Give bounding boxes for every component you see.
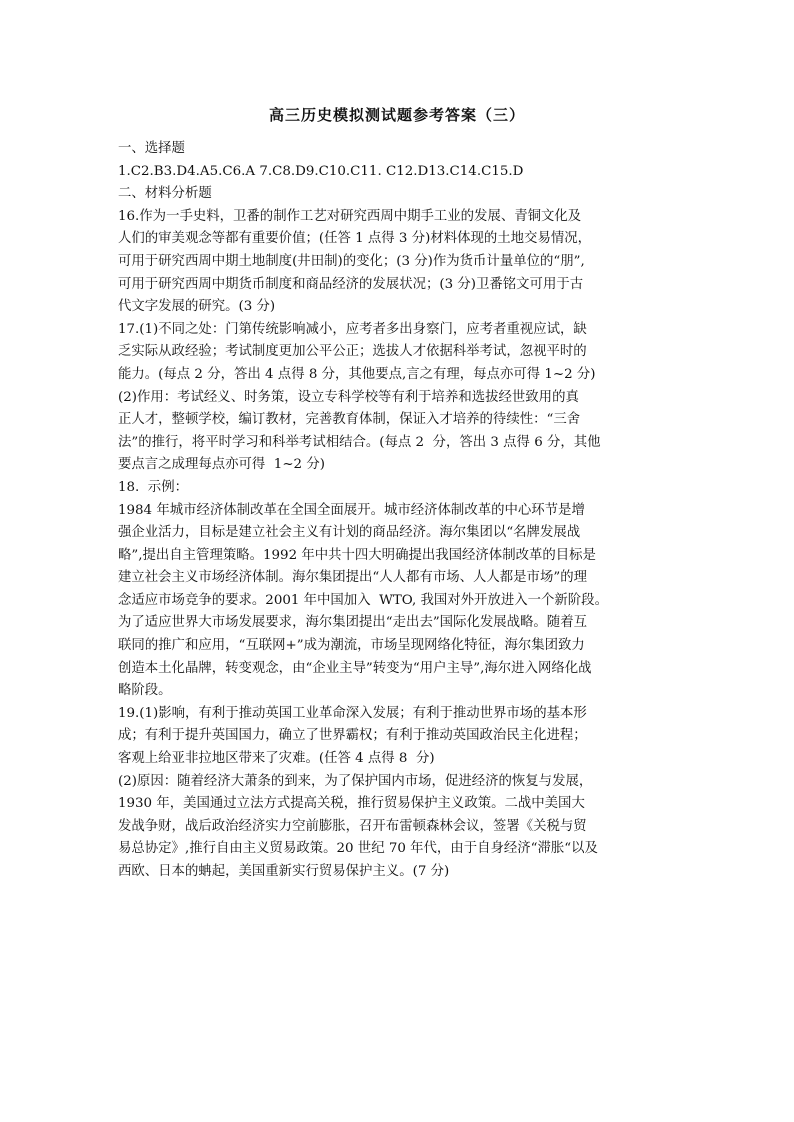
text-line: 略阶段。	[118, 683, 172, 699]
text-line: (2)作用：考试经义、时务策，设立专科学校等有利于培养和选拔经世致用的真	[118, 389, 579, 405]
choice-answers: 1.C2.B3.D4.A5.C6.A 7.C8.D9.C10.C11. C12.D13.C14.C15.D	[118, 163, 524, 179]
answer-body	[118, 138, 683, 884]
text-line: 为了适应世界大市场发展要求，海尔集团提出“走出去”国际化发展战略。随着互	[118, 615, 587, 631]
text-line: 18. 示例：	[118, 479, 188, 495]
text-line: 16.作为一手史料，卫番的制作工艺对研究西周中期手工业的发展、青铜文化及	[118, 208, 582, 224]
text-line: 法”的推行，将平时学习和科举考试相结合。(每点 2 分，答出 3 点得 6 分，其他	[118, 434, 601, 450]
text-line: 念适应市场竞争的要求。2001 年中国加入 WTO, 我国对外开放进入一个新阶段。	[118, 592, 608, 608]
text-line: 正人才，整顿学校，编订教材，完善教育体制，保证入才培养的待续性：“三舍	[118, 412, 581, 428]
text-line: 发战争财，战后政治经济实力空前膨胀，召开布雷顿森林会议，签署《关税与贸	[118, 818, 587, 834]
text-line: 西欧、日本的蚺起，美国重新实行贸易保护主义。(7 分)	[118, 864, 450, 879]
text-line: 略”,提出自主管理策略。1992 年中共十四大明确提出我国经济体制改革的目标是	[118, 547, 596, 563]
text-line: 1930 年，美国通过立法方式提高关税，推行贸易保护主义政策。二战中美国大	[118, 796, 585, 812]
text-line: 要点言之成理每点亦可得 1~2 分)	[118, 457, 325, 473]
text-line: 17.(1)不同之处：门第传统影响减小，应考者多出身察门，应考者重视应试，缺	[118, 321, 587, 337]
text-line: 建立社会主义市场经济体制。海尔集团提出“人人都有市场、人人都是市场”的理	[118, 570, 587, 586]
text-line: 客观上给亚非拉地区带来了灾难。(任答 4 点得 8 分)	[118, 751, 435, 767]
text-line: 代文字发展的研究。(3 分)	[118, 299, 276, 315]
page-title: 高三历史模拟测试题参考答案（三）	[268, 106, 525, 124]
text-line: 能力。(每点 2 分，答出 4 点得 8 分，其他要点,言之有理，每点亦可得 1~2 分)	[118, 366, 596, 382]
text-line: 可用于研究西周中期货币制度和商品经济的发展状况；(3 分)卫番铭文可用于古	[118, 276, 584, 292]
text-line: 联同的推广和应用，“互联网+”成为潮流，市场呈现网络化特征，海尔集团致力	[118, 638, 585, 654]
section-heading-material: 二、材料分析题	[118, 186, 212, 202]
section-heading-choice: 一、选择题	[118, 141, 185, 156]
text-line: 人们的审美观念等都有重要价值；(任答 1 点得 3 分)材料体现的土地交易情况，	[118, 231, 592, 247]
text-line: 1984 年城市经济体制改革在全国全面展开。城市经济体制改革的中心环节是增	[118, 502, 585, 518]
text-line: 强企业活力，目标是建立社会主义有计划的商品经济。海尔集团以“名牌发展战	[118, 525, 581, 541]
text-line: 可用于研究西周中期土地制度(井田制)的变化；(3 分)作为货币计量单位的“朋”,	[118, 253, 585, 269]
text-line: 成；有利于提升英国国力，确立了世界霸权；有利于推动英国政治民主化进程；	[118, 728, 587, 744]
text-line: 乏实际从政经验；考试制度更加公平公正；选拔人才依据科举考试，忽视平时的	[118, 344, 587, 360]
text-line: 创造本土化晶牌，转变观念，由“企业主导”转变为“用户主导”,海尔进入网络化战	[118, 660, 592, 676]
text-line: (2)原因：随着经济大萧条的到来，为了保护国内市场，促进经济的恢复与发展，	[118, 773, 593, 789]
text-line: 19.(1)影响，有利于推动英国工业革命深入发展；有利于推动世界市场的基本形	[118, 705, 587, 721]
text-line: 易总协定》,推行自由主义贸易政策。20 世纪 70 年代，由于自身经济“滞胀“以及	[118, 841, 598, 857]
